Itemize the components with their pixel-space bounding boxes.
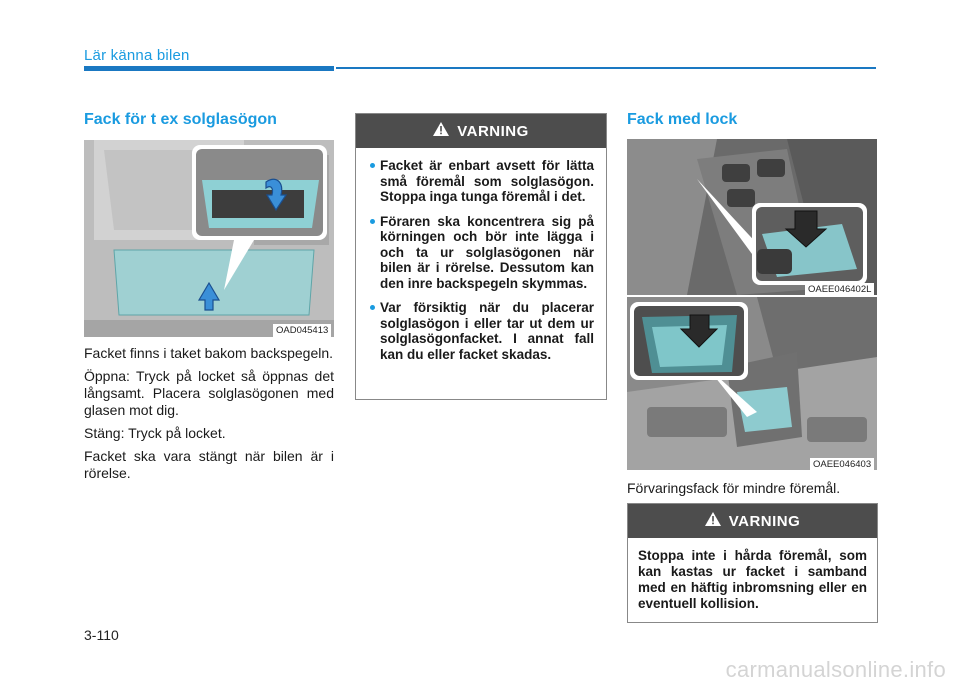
section-header-title: Lär känna bilen xyxy=(84,47,190,64)
image-code-2: OAEE046403 xyxy=(810,458,874,471)
covered-compartment-caption: Förvaringsfack för mindre föremål. xyxy=(627,480,841,496)
covered-compartment-image-2 xyxy=(627,297,877,470)
warning-text-2: Stoppa inte i hårda föremål, som kan kastas ur facket i samband med en häftig inbromsning eller en eventuell kollision. xyxy=(638,548,867,611)
warning-header-2 xyxy=(628,504,877,538)
page-number: 3-110 xyxy=(84,627,119,643)
warning-item: Var försiktig när du placerar solglasögon i eller tar ut dem ur solglasögonfacket. I annat fall kan du eller facket skadas. xyxy=(370,300,594,362)
warning-header xyxy=(356,114,606,148)
warning-triangle-icon xyxy=(433,122,449,140)
warning-list xyxy=(356,148,606,362)
header-rule-thick xyxy=(84,66,334,71)
paragraph: Stäng: Tryck på locket. xyxy=(84,425,226,441)
sunglasses-holder-description xyxy=(84,345,334,488)
warning-item: Facket är enbart avsett för lätta små föremål som solglasögon. Stoppa inga tunga föremål i det. xyxy=(370,158,594,205)
sunglasses-holder-image xyxy=(84,140,334,337)
covered-compartment-image-1 xyxy=(627,139,877,295)
warning-label-2: VARNING xyxy=(728,512,801,530)
warning-triangle-icon xyxy=(705,512,721,530)
warning-label: VARNING xyxy=(457,122,529,140)
warning-box xyxy=(355,113,607,400)
image-code-1: OAEE046402L xyxy=(805,283,874,296)
covered-compartment-title: Fack med lock xyxy=(627,111,738,128)
paragraph: Facket finns i taket bakom backspegeln. xyxy=(84,345,334,361)
paragraph: Öppna: Tryck på locket så öppnas det långsamt. Placera solglasögonen med glasen mot dig. xyxy=(84,368,334,418)
paragraph: Facket ska vara stängt när bilen är i rörelse. xyxy=(84,448,334,481)
watermark: carmanualsonline.info xyxy=(725,657,946,682)
image-code: OAD045413 xyxy=(273,324,331,337)
warning-box-2 xyxy=(627,503,878,623)
warning-item: Föraren ska koncentrera sig på körningen och bör inte lägga i och ta ur solglasögonen när bilen är i rörelse. Dessutom kan den inre backspegeln skymmas. xyxy=(370,214,594,292)
sunglasses-holder-title: Fack för t ex solglasögon xyxy=(84,111,277,128)
header-rule-thin xyxy=(336,67,876,69)
